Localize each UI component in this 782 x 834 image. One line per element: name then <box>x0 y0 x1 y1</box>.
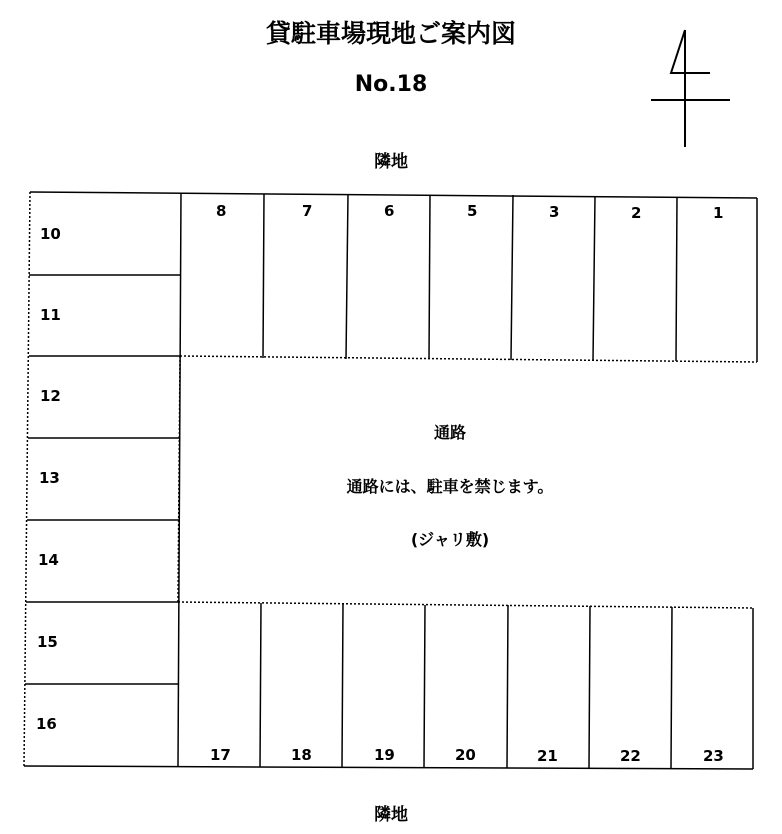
road-notice: 通路には、駐車を禁じます。 <box>346 477 554 496</box>
space-label: 11 <box>40 306 61 324</box>
space-label: 14 <box>38 551 59 569</box>
space-label: 23 <box>703 747 724 765</box>
space-label: 5 <box>467 202 478 220</box>
space-label: 21 <box>537 747 558 765</box>
neighbor-label-top: 隣地 <box>374 152 408 172</box>
space-label: 10 <box>40 225 61 243</box>
space-label: 12 <box>40 387 61 405</box>
space-label: 3 <box>549 203 560 221</box>
space-label: 2 <box>631 204 642 222</box>
space-label: 7 <box>302 202 313 220</box>
road-surface: (ジャリ敷) <box>410 530 490 549</box>
page-title: 貸駐車場現地ご案内図 <box>265 19 516 48</box>
space-label: 13 <box>39 469 60 487</box>
space-label: 1 <box>713 204 724 222</box>
space-label: 17 <box>210 746 231 764</box>
space-label: 22 <box>620 747 641 765</box>
space-label: 15 <box>37 633 58 651</box>
road-label: 通路 <box>433 423 466 442</box>
neighbor-label-bottom: 隣地 <box>374 805 408 825</box>
space-label: 8 <box>216 202 227 220</box>
space-label: 6 <box>384 202 395 220</box>
space-label: 18 <box>291 746 312 764</box>
space-label: 20 <box>455 746 476 764</box>
lot-number: No.18 <box>354 72 428 97</box>
space-label: 16 <box>36 715 57 733</box>
space-label: 19 <box>374 746 395 764</box>
